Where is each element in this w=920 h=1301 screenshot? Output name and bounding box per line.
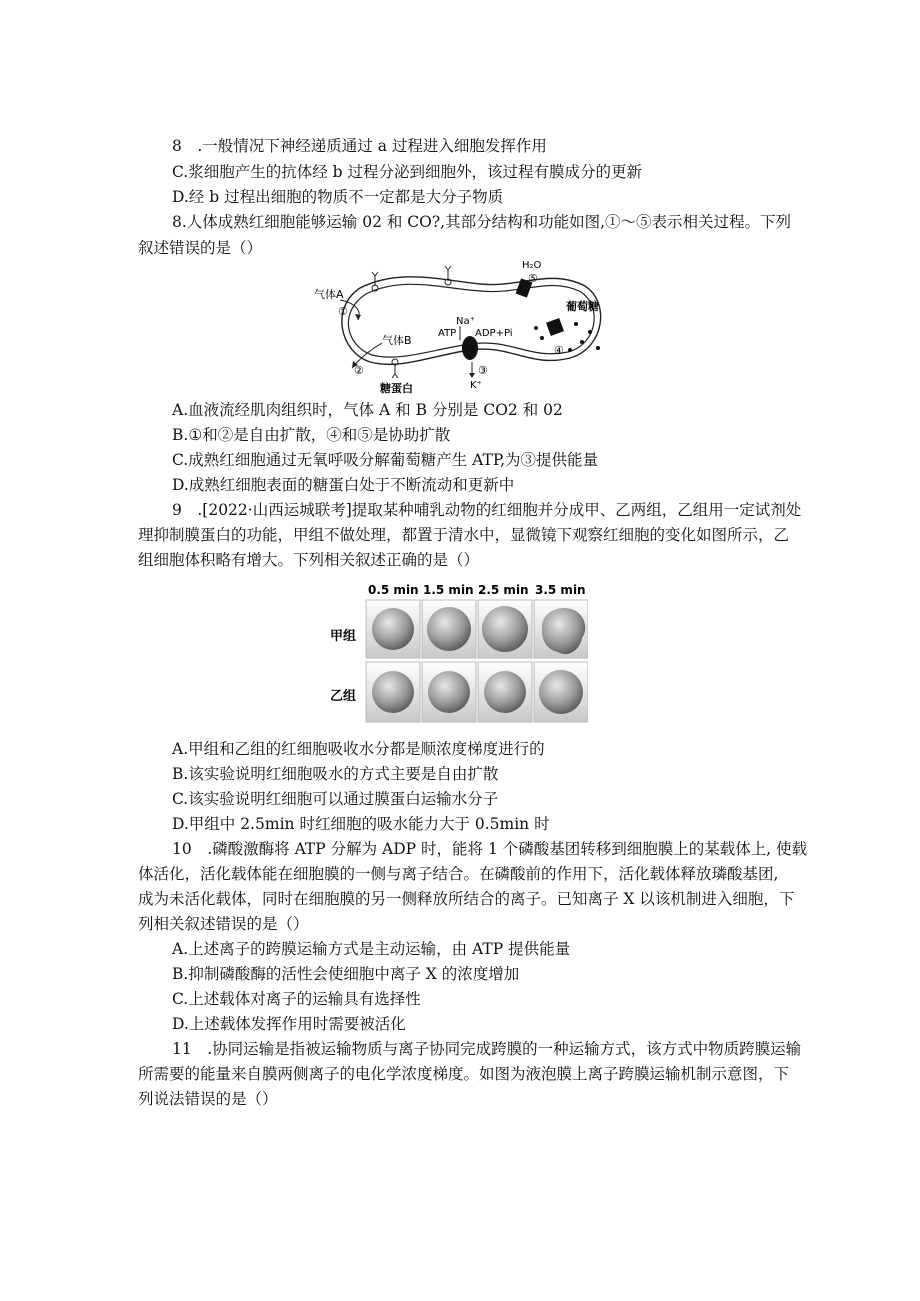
- process-1-label: ①: [338, 305, 348, 318]
- glucose-label: 葡萄糖: [566, 300, 599, 313]
- q10-stem-line4: 列相关叙述错误的是（）: [138, 915, 309, 933]
- glucose-molecules: [534, 322, 600, 352]
- q10-option-a: A.上述离子的跨膜运输方式是主动运输，由 ATP 提供能量: [172, 940, 571, 958]
- row-label-jia: 甲组: [330, 629, 357, 644]
- q9-stem-line2: 理抑制膜蛋白的功能，甲组不做处理，都置于清水中，显微镜下观察红细胞的变化如图所示，乙: [138, 526, 790, 544]
- row-yi-cells: [366, 662, 588, 722]
- q9-stem-line3: 组细胞体积略有增大。下列相关叙述正确的是（）: [138, 551, 480, 569]
- q10-option-c: C.上述载体对离子的运输具有选择性: [172, 990, 421, 1008]
- red-blood-cell-diagram: [300, 258, 630, 398]
- q10-option-b: B.抑制磷酸酶的活性会使细胞中离子 X 的浓度增加: [172, 965, 520, 983]
- process-4-label: ④: [554, 344, 564, 357]
- q10-stem-line1: 10 .磷酸激酶将 ATP 分解为 ADP 时，能将 1 个磷酸基团转移到细胞膜上的某载体上, 使载: [172, 840, 808, 858]
- glycoprotein-label: 糖蛋白: [380, 382, 413, 395]
- q10-option-d: D.上述载体发挥作用时需要被活化: [172, 1015, 406, 1033]
- time-label-3: 2.5 min: [478, 583, 529, 597]
- adp-label: ADP+Pi: [475, 328, 513, 339]
- q7-option-c: C.浆细胞产生的抗体经 b 过程分泌到细胞外，该过程有膜成分的更新: [172, 163, 643, 181]
- q11-stem-line1: 11 .协同运输是指被运输物质与离子协同完成跨膜的一种运输方式，该方式中物质跨膜运输: [172, 1040, 802, 1058]
- gas-b-label: 气体B: [382, 334, 412, 347]
- gas-a-label: 气体A: [314, 288, 344, 301]
- process-2-label: ②: [354, 364, 364, 377]
- process-5-label: ⑤: [528, 272, 538, 285]
- q11-stem-line2: 所需要的能量来自膜两侧离子的电化学浓度梯度。如图为液泡膜上离子跨膜运输机制示意图，下: [138, 1065, 790, 1083]
- q9-option-b: B.该实验说明红细胞吸水的方式主要是自由扩散: [172, 765, 499, 783]
- q9-option-d: D.甲组中 2.5min 时红细胞的吸水能力大于 0.5min 时: [172, 815, 550, 833]
- q10-stem-line2: 体活化，活化载体能在细胞膜的一侧与离子结合。在磷酸前的作用下，活化载体释放璘酸基团,: [138, 865, 779, 883]
- time-label-4: 3.5 min: [535, 583, 586, 597]
- row-label-yi: 乙组: [330, 689, 357, 704]
- na-label: Na⁺: [456, 316, 475, 327]
- q10-stem-line3: 成为未活化载体，同时在细胞膜的另一侧释放所结合的离子。已知离子 X 以该机制进入细胞，下: [138, 890, 795, 908]
- q7-option-b: 8 .一般情况下神经递质通过 a 过程进入细胞发挥作用: [172, 137, 547, 155]
- atp-label: ATP: [438, 328, 457, 339]
- q11-stem-line3: 列说法错误的是（）: [138, 1090, 278, 1108]
- q8-option-d: D.成熟红细胞表面的糖蛋白处于不断流动和更新中: [172, 476, 515, 494]
- q8-option-c: C.成熟红细胞通过无氧呼吸分解葡萄糖产生 ATP,为③提供能量: [172, 451, 599, 469]
- q7-option-d: D.经 b 过程出细胞的物质不一定都是大分子物质: [172, 188, 504, 206]
- process-3-label: ③: [478, 364, 488, 377]
- water-label: H₂O: [522, 260, 542, 271]
- q8-stem-line2: 叙述错误的是（）: [138, 239, 263, 257]
- cell-observation-figure: [322, 578, 588, 724]
- q9-stem-line1: 9 .[2022·山西运城联考]提取某种哺乳动物的红细胞并分成甲、乙两组，乙组用一定试剂处: [172, 501, 802, 519]
- time-label-2: 1.5 min: [423, 583, 474, 597]
- q8-option-a: A.血液流经肌肉组织时，气体 A 和 B 分别是 CO2 和 02: [172, 401, 563, 419]
- q9-option-a: A.甲组和乙组的红细胞吸收水分都是顺浓度梯度进行的: [172, 740, 545, 758]
- q8-option-b: B.①和②是自由扩散，④和⑤是协助扩散: [172, 426, 451, 444]
- q9-option-c: C.该实验说明红细胞可以通过膜蛋白运输水分子: [172, 790, 499, 808]
- k-label: K⁺: [470, 380, 482, 391]
- time-label-1: 0.5 min: [368, 583, 419, 597]
- q8-stem-line1: 8.人体成熟红细胞能够运输 02 和 CO?,其部分结构和功能如图,①～⑤表示相关过程。下列: [172, 213, 792, 231]
- row-jia-cells: [366, 600, 588, 658]
